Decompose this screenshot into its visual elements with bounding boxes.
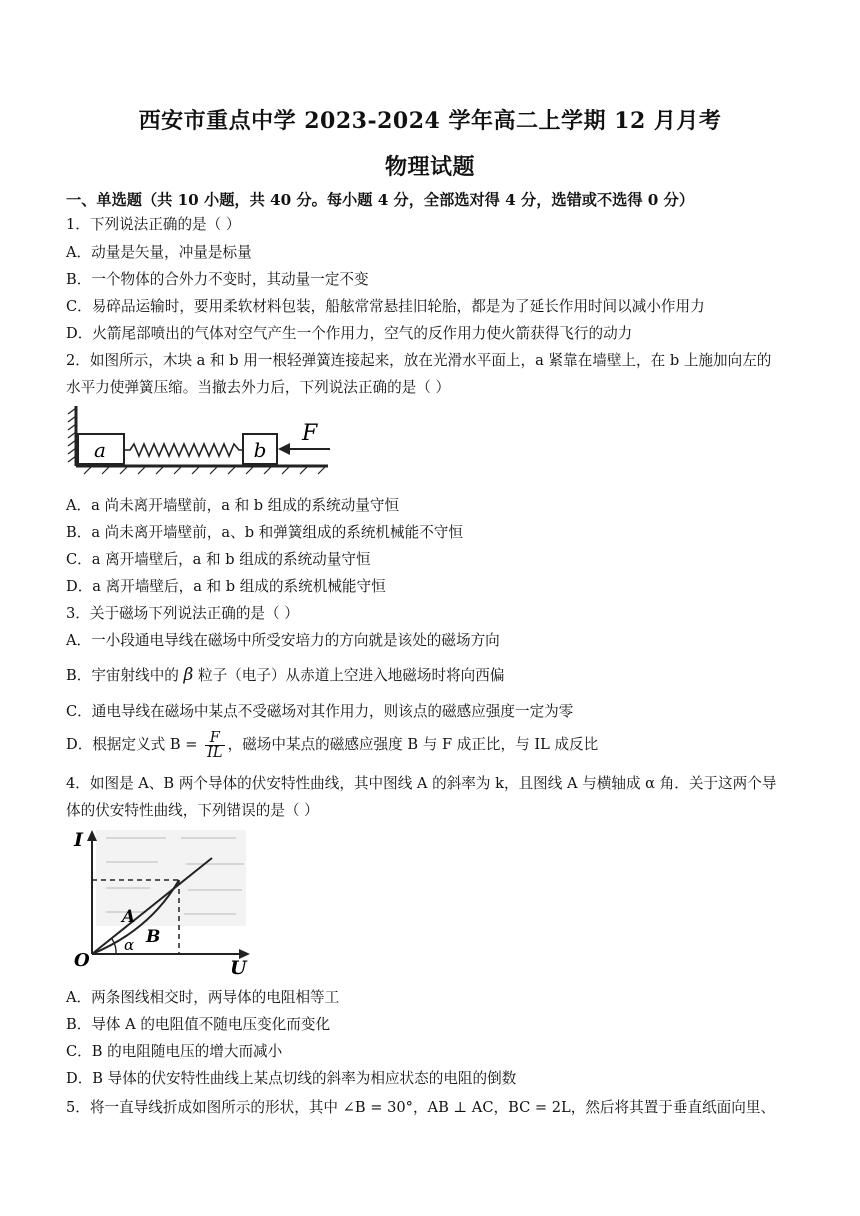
exam-title: 西安市重点中学 2023-2024 学年高二上学期 12 月月考: [138, 108, 722, 134]
q4-option-b: B．导体 A 的电阻值不随电压变化而变化: [66, 1016, 331, 1033]
q4-stem-line1: 4．如图是 A、B 两个导体的伏安特性曲线，其中图线 A 的斜率为 k，且图线 A 与横轴成 α 角．关于这两个导: [66, 775, 777, 792]
q3-option-a: A．一小段通电导线在磁场中所受安培力的方向就是该处的磁场方向: [66, 632, 500, 649]
angle-arc: [112, 939, 116, 954]
curve-b-label: B: [146, 927, 161, 947]
q3-option-d: [66, 728, 598, 762]
q2-option-b: B．a 尚未离开墙壁前，a、b 和弹簧组成的系统机械能不守恒: [66, 524, 463, 541]
force-arrow-head: [278, 443, 290, 455]
force-label: F: [302, 421, 318, 446]
q1-option-d: D．火箭尾部喷出的气体对空气产生一个作用力，空气的反作用力使火箭获得飞行的动力: [66, 325, 633, 342]
q3-stem: 3．关于磁场下列说法正确的是（ ）: [66, 605, 299, 622]
definition-fraction: [205, 728, 224, 761]
q3-option-d-pre: D．根据定义式 B =: [66, 736, 203, 753]
spring: [124, 444, 243, 456]
origin-label: O: [74, 950, 90, 971]
q2-option-a: A．a 尚未离开墙壁前，a 和 b 组成的系统动量守恒: [66, 497, 400, 514]
q1-stem: 1．下列说法正确的是（ ）: [66, 216, 241, 233]
q4-option-c: C．B 的电阻随电压的增大而减小: [66, 1043, 283, 1060]
q2-option-c: C．a 离开墙壁后，a 和 b 组成的系统动量守恒: [66, 551, 371, 568]
q1-option-b: B．一个物体的合外力不变时，其动量一定不变: [66, 271, 369, 288]
q4-option-a: A．两条图线相交时，两导体的电阻相等工: [66, 989, 340, 1006]
q3-option-b: [66, 665, 504, 686]
curve-a-label: A: [122, 907, 136, 927]
q4-stem-line2: 体的伏安特性曲线，下列错误的是（ ）: [66, 802, 319, 819]
iv-curve-figure: [66, 826, 266, 978]
x-axis-label: U: [230, 957, 247, 978]
block-a-label: a: [94, 438, 106, 462]
q4-option-d: D．B 导体的伏安特性曲线上某点切线的斜率为相应状态的电阻的倒数: [66, 1070, 517, 1087]
block-b-label: b: [253, 438, 267, 462]
q3-option-b-pre: B．宇宙射线中的: [66, 667, 184, 684]
q5-stem: 5．将一直导线折成如图所示的形状，其中 ∠B = 30°，AB ⊥ AC，BC = 2L，然后将其置于垂直纸面向里、: [66, 1099, 776, 1116]
y-axis-arrow: [87, 830, 97, 841]
q3-option-d-post: ，磁场中某点的磁感应强度 B 与 F 成正比，与 IL 成反比: [227, 736, 599, 753]
y-axis-label: I: [74, 829, 83, 851]
q2-stem-line1: 2．如图所示，木块 a 和 b 用一根轻弹簧连接起来，放在光滑水平面上，a 紧靠在墙壁上，在 b 上施加向左的: [66, 352, 772, 369]
fraction-numerator: F: [205, 731, 224, 746]
exam-subtitle: 物理试题: [384, 154, 475, 180]
fraction-denominator: IL: [207, 743, 223, 761]
angle-label: α: [124, 936, 135, 954]
q3-option-b-post: 粒子（电子）从赤道上空进入地磁场时将向西偏: [193, 667, 505, 684]
q3-option-c: C．通电导线在磁场中某点不受磁场对其作用力，则该点的磁感应强度一定为零: [66, 703, 574, 720]
q2-stem-line2: 水平力使弹簧压缩。当撤去外力后，下列说法正确的是（ ）: [66, 379, 451, 396]
q2-option-d: D．a 离开墙壁后，a 和 b 组成的系统机械能守恒: [66, 578, 386, 595]
beta-symbol: β: [183, 665, 194, 685]
section-heading: 一、单选题（共 10 小题，共 40 分。每小题 4 分，全部选对得 4 分，选错或不选得 0 分）: [66, 191, 695, 209]
q1-option-a: A．动量是矢量，冲量是标量: [66, 244, 252, 261]
q1-option-c: C．易碎品运输时，要用柔软材料包装，船舷常常悬挂旧轮胎，都是为了延长作用时间以减小作用力: [66, 298, 705, 315]
spring-block-figure: [66, 400, 336, 480]
